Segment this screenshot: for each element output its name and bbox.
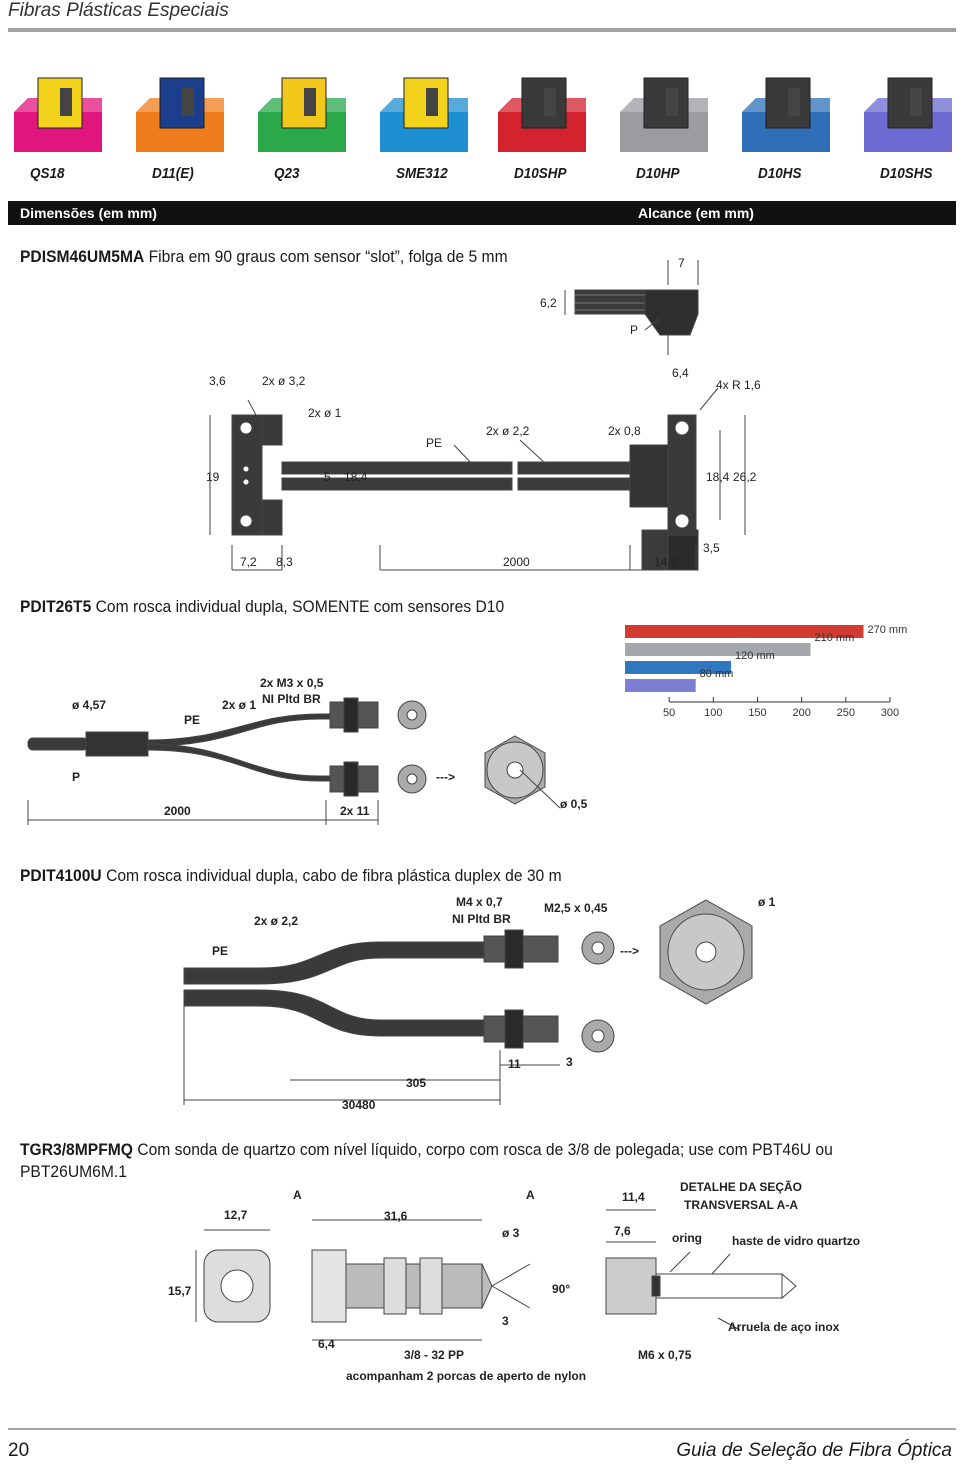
dim-11-4: 11,4 — [622, 1190, 645, 1204]
dim-7-2: 7,2 — [240, 555, 257, 569]
dim-6-2: 6,2 — [540, 296, 557, 310]
section-pdism46um5ma-title: PDISM46UM5MA Fibra em 90 graus com sensor “slot”, folga de 5 mm — [20, 247, 508, 266]
dim-18-4-right: 18,4 — [706, 470, 730, 484]
label-pe-3: PE — [212, 944, 229, 958]
range-tick-label: 150 — [748, 707, 767, 719]
range-bar-label: 120 mm — [735, 650, 775, 662]
dim-26-2: 26,2 — [733, 470, 757, 484]
dim-12-7: 12,7 — [224, 1208, 248, 1222]
product-name: Q23 — [274, 165, 300, 182]
label-porcas: acompanham 2 porcas de aperto de nylon — [346, 1369, 587, 1383]
dim-2x-11: 2x 11 — [340, 804, 370, 818]
product-name: SME312 — [396, 165, 448, 182]
dim-7-6: 7,6 — [614, 1224, 631, 1238]
pdit4100u-drawing — [0, 890, 800, 1120]
header-rule — [8, 28, 956, 32]
product-image-d10shp — [498, 68, 598, 152]
range-tick-label: 250 — [836, 707, 856, 719]
product-name: D10HS — [758, 165, 802, 182]
section-tgr38mpfmq-title: TGR3/8MPFMQ Com sonda de quartzo com nível líquido, corpo com rosca de 3/8 de polegada; use com PBT46U ou — [20, 1140, 833, 1159]
range-bar — [625, 643, 811, 656]
dim-m2-5: M2,5 x 0,45 — [544, 901, 608, 915]
section-tgr38mpfmq-title-line2: PBT26UM6M.1 — [20, 1162, 127, 1181]
dim-4-57: ø 4,57 — [72, 698, 107, 712]
dim-m4: M4 x 0,7 — [456, 895, 503, 909]
dim-3-6: 3,6 — [209, 374, 226, 388]
dim-2000: 2000 — [503, 555, 530, 569]
label-ni-pltd-br: NI Pltd BR — [262, 692, 321, 706]
dim-2x-2-2-b: 2x ø 2,2 — [254, 914, 299, 928]
dim-m6: M6 x 0,75 — [638, 1348, 692, 1362]
pdism46um5ma-drawing — [0, 240, 960, 580]
range-tick-label: 50 — [663, 707, 676, 719]
product-name: QS18 — [30, 165, 65, 182]
dim-2x-2-2: 2x ø 2,2 — [486, 424, 530, 438]
product-image-sme312 — [380, 68, 480, 152]
dim-19: 19 — [206, 470, 220, 484]
dim-30480: 30480 — [342, 1098, 376, 1112]
dim-o3: ø 3 — [502, 1226, 520, 1240]
dim-305: 305 — [406, 1076, 427, 1090]
arrow-detail-2: ---> — [620, 944, 639, 958]
label-pe-2: PE — [184, 713, 201, 727]
range-tick-label: 200 — [792, 707, 811, 719]
range-tick-label: 100 — [704, 707, 723, 719]
arrow-detail: ---> — [436, 770, 455, 784]
dimensions-bar — [8, 201, 956, 225]
dim-2000-2: 2000 — [164, 804, 191, 818]
label-a-left: A — [293, 1188, 302, 1202]
label-haste: haste de vidro quartzo — [732, 1234, 861, 1248]
dim-3: 3 — [566, 1055, 573, 1069]
range-label: Alcance (em mm) — [638, 205, 754, 221]
dim-0-5: ø 0,5 — [560, 797, 588, 811]
label-p: P — [630, 323, 639, 337]
dim-6-4: 6,4 — [672, 366, 689, 380]
dim-m3: 2x M3 x 0,5 — [260, 676, 324, 690]
label-pe: PE — [426, 436, 443, 450]
product-image-d10hp — [620, 68, 720, 152]
dim-1: ø 1 — [758, 895, 776, 909]
dim-5: 5 — [324, 470, 331, 484]
product-image-q23 — [258, 68, 358, 152]
dim-3-5: 3,5 — [703, 541, 720, 555]
dim-4x-r-1-6: 4x R 1,6 — [716, 378, 761, 392]
footer-title: Guia de Seleção de Fibra Óptica — [676, 1440, 952, 1461]
range-bar-label: 270 mm — [867, 624, 908, 636]
dim-31-6: 31,6 — [384, 1209, 408, 1223]
dim-3-b: 3 — [502, 1314, 509, 1328]
dim-90: 90° — [552, 1282, 571, 1296]
label-a-right: A — [526, 1188, 535, 1202]
dim-7: 7 — [678, 256, 685, 270]
detail-title-1: DETALHE DA SEÇÃO — [680, 1180, 803, 1194]
product-name: D10HP — [636, 165, 680, 182]
dim-2x-0-8: 2x 0,8 — [608, 424, 641, 438]
dim-3-8-32: 3/8 - 32 PP — [404, 1348, 465, 1362]
dim-2x-3-2: 2x ø 3,2 — [262, 374, 306, 388]
page-header-title: Fibras Plásticas Especiais — [8, 0, 229, 21]
dim-15-7: 15,7 — [168, 1284, 192, 1298]
dim-18-4: 18,4 — [344, 470, 368, 484]
label-oring: oring — [672, 1231, 702, 1245]
dim-2x-1-2: 2x ø 1 — [222, 698, 257, 712]
page-number: 20 — [8, 1440, 30, 1461]
product-name: D10SHS — [880, 165, 933, 182]
dim-11: 11 — [508, 1057, 521, 1071]
product-image-d11e — [136, 68, 236, 152]
detail-title-2: TRANSVERSAL A-A — [684, 1198, 799, 1212]
product-name: D11(E) — [152, 165, 194, 182]
product-image-d10hs — [742, 68, 842, 152]
range-tick-label: 300 — [880, 707, 900, 719]
dim-8-3: 8,3 — [276, 555, 293, 569]
range-bar — [625, 679, 696, 692]
dim-6-4-b: 6,4 — [318, 1337, 335, 1351]
footer-rule — [8, 1428, 956, 1430]
label-p-2: P — [72, 770, 81, 784]
pdit26t5-drawing — [0, 640, 620, 840]
dimensions-label: Dimensões (em mm) — [20, 205, 157, 221]
range-chart — [600, 620, 940, 730]
label-ni-pltd-br-2: NI Pltd BR — [452, 912, 511, 926]
product-name: D10SHP — [514, 165, 567, 182]
dim-2x-1: 2x ø 1 — [308, 406, 342, 420]
label-arruela: Arruela de aço inox — [728, 1320, 840, 1334]
section-pdit26t5-title: PDIT26T5 Com rosca individual dupla, SOMENTE com sensores D10 — [20, 597, 505, 616]
range-bar-label: 210 mm — [814, 632, 855, 644]
section-pdit4100u-title: PDIT4100U Com rosca individual dupla, cabo de fibra plástica duplex de 30 m — [20, 866, 562, 885]
dim-14-5: 14,5 — [654, 555, 678, 569]
product-image-qs18 — [14, 68, 114, 152]
range-bar-label: 80 mm — [699, 668, 734, 680]
product-image-d10shs — [864, 68, 960, 152]
